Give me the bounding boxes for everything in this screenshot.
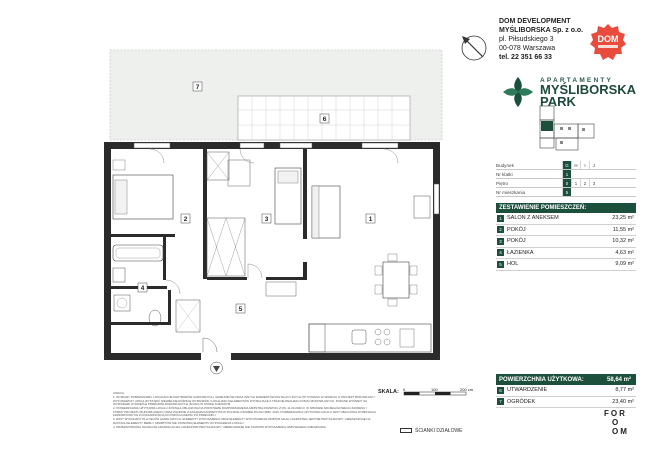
info-row-floor <box>496 179 636 188</box>
total-area-table <box>496 374 636 408</box>
footer-brand-line: FOR <box>604 409 627 418</box>
legal-note: 4. PRZEDSTAWIONA NA RZUCIE ARANŻACJA MA CHARAKTER PRZYKŁADOWY, UMEBLOWANIE NIE STANOWI WYPOSAŻENIA NABYWANEGO MIESZKANIA. <box>113 424 327 429</box>
info-row-building <box>496 161 636 170</box>
wardrobe-cross <box>207 152 229 180</box>
bathroom-wall-2 <box>168 290 171 325</box>
room-row <box>496 248 636 260</box>
room-area: 10,32 m² <box>612 238 634 245</box>
project-name-line-2: PARK <box>540 94 576 109</box>
nightstand-1 <box>113 160 125 170</box>
room-name: SALON Z ANEKSEM <box>507 215 559 222</box>
room-area: 9,09 m² <box>615 261 634 268</box>
rooms-heading: ZESTAWIENIE POMIESZCZEŃ: <box>496 203 636 213</box>
extra-name: UTWARDZENIE <box>507 387 548 394</box>
shower-hatch <box>176 300 200 332</box>
room-3-door-swing <box>248 264 262 278</box>
room-row <box>496 259 636 271</box>
hall-closet-cross <box>207 218 245 276</box>
bed-pillow-room-2 <box>115 180 127 214</box>
desk-room-3 <box>228 160 250 186</box>
room-area: 4,63 m² <box>615 249 634 256</box>
room-label-3: 3 <box>264 216 269 223</box>
bathtub <box>113 245 163 261</box>
room-name: POKÓJ <box>507 226 526 233</box>
leaf-icon <box>501 75 535 109</box>
compass-icon <box>462 36 486 60</box>
room-number: 4 <box>497 249 504 256</box>
extra-name: OGRÓDEK <box>507 398 536 405</box>
developer-address-2: 00-078 Warszawa <box>499 45 556 52</box>
footer-brand-line: O <box>612 418 621 427</box>
kitchen-counter <box>309 324 431 352</box>
room-number: 3 <box>497 238 504 245</box>
project-logo <box>497 73 637 113</box>
scale-label: SKALA: <box>378 389 399 395</box>
dining-table <box>383 262 409 298</box>
info-cell: H <box>571 161 580 169</box>
extra-area: 23,40 m² <box>612 398 634 405</box>
developer-company: MYŚLIBORSKA Sp. z o.o. <box>499 27 584 34</box>
wall-legend <box>400 428 463 434</box>
developer-logo-text: DOM <box>597 34 619 44</box>
legal-heading: UWAGA: <box>113 391 125 395</box>
info-label: Budynek <box>496 162 514 168</box>
extra-number: 6 <box>497 387 504 394</box>
room-row <box>496 236 636 248</box>
washing-machine <box>114 295 130 311</box>
total-heading <box>496 374 636 385</box>
project-name <box>540 84 636 108</box>
total-label: POWIERZCHNIA UŻYTKOWA: <box>499 376 584 383</box>
room-number: 5 <box>497 261 504 268</box>
info-cell: 3 <box>589 179 598 187</box>
room-label-7: 7 <box>195 84 200 91</box>
room-name: ŁAZIENKA <box>507 249 534 256</box>
info-row-staircase <box>496 170 636 179</box>
developer-logo <box>588 22 628 62</box>
scale-block <box>378 387 488 409</box>
room-area: 11,55 m² <box>612 226 634 233</box>
extra-area: 8,77 m² <box>615 387 634 394</box>
legal-note: 3. RZUT WYKONANY DLA CELÓW HANDLOWYCH. ELEMENTY WYPOSAŻENIA ORAZ ELEMENTY WYKOŃCZENIA WNĘTRZ MAJĄ CHARAKTER JEDYNIE PRZYKŁADOWY. UMIESZCZONE NA RZUTACH ELEMENTY MEBLI I SPRZĘTÓW NIE STANOWIĄ ELEMENTU WYPOSAŻENIA LOKALU. <box>113 417 371 425</box>
room-name: POKÓJ <box>507 238 526 245</box>
info-cell: G <box>562 161 571 169</box>
info-cell: 1 <box>562 170 571 178</box>
washing-machine-drum <box>117 298 127 308</box>
scale-tick: 100 <box>431 387 438 392</box>
info-cell: I <box>580 161 589 169</box>
hall-closet <box>207 218 245 276</box>
room-area: 23,25 m² <box>612 215 634 222</box>
info-cell: 1 <box>571 179 580 187</box>
room-label-1: 1 <box>368 216 373 223</box>
scale-tick: 200 cm <box>460 387 474 392</box>
door-swings <box>150 149 398 163</box>
info-label: Nr mieszkania <box>496 189 526 195</box>
total-area: 58,64 m² <box>606 376 631 383</box>
room-row <box>496 225 636 237</box>
room-name: HOL <box>507 261 519 268</box>
developer-phone: tel. 22 351 66 33 <box>499 54 552 61</box>
footer-brand <box>604 409 628 436</box>
developer-name: DOM DEVELOPMENT <box>499 18 571 25</box>
bed-pillow-room-3 <box>278 171 298 183</box>
info-label: Piętro <box>496 180 509 186</box>
project-tagline: APARTAMENTY <box>540 77 614 84</box>
hall-cabinet <box>266 282 296 296</box>
washbasin <box>113 268 125 282</box>
rooms-table <box>496 203 636 271</box>
extra-row <box>496 385 636 397</box>
armchair <box>414 196 430 218</box>
scale-tick: 0 <box>403 387 406 392</box>
info-cell: 2 <box>580 179 589 187</box>
info-cell: 5 <box>562 188 571 196</box>
footer-brand-line: OM <box>612 427 629 436</box>
info-cell: J <box>589 161 598 169</box>
room-number: 2 <box>497 226 504 233</box>
developer-address-1: pl. Piłsudskiego 3 <box>499 36 554 43</box>
legal-notes <box>113 392 377 430</box>
entrance-gap <box>201 352 231 361</box>
wall-legend-label: ŚCIANKI DZIAŁOWE <box>415 428 463 434</box>
entrance-door-swing <box>203 338 217 352</box>
legal-note: 1. WYMIARY POMIESZCZEŃ, LOKALIZACJE PRZYBORÓW SANITARNYCH, GRZEJNIKÓW ORAZ INNYCH ELEMENTÓW INSTALACYJNYCH ITP. PODANO W OPARCIU O PROJEKT BUDOWLANY I WYKONAWCZY. MOGĄ WYSTĄPIĆ NIEWIELKIE RÓŻNICE WYMIARÓW I LOKALIZACJI ELEMENTÓW WYNIKAJĄCE Z TRAKCIE REALIZACJI PRAC BUDOWLANYCH. PODANE WYMIARY SĄ WYMIARAMI W ŚWIETLE PRZEGRÓD BUDOWLANYCH (ŚCIAN) W STANIE SUROWYM. <box>113 395 376 406</box>
info-row-apartment <box>496 188 636 197</box>
room-label-4: 4 <box>140 285 145 292</box>
developer-info <box>499 17 583 62</box>
wall-swatch <box>400 428 412 433</box>
room-label-2: 2 <box>183 216 188 223</box>
extra-number: 7 <box>497 398 504 405</box>
room-row <box>496 213 636 225</box>
extra-row <box>496 397 636 409</box>
entrance-arrow <box>213 366 220 372</box>
info-label: Nr klatki <box>496 171 513 177</box>
bathroom-wall <box>111 322 171 325</box>
info-cell: 0 <box>562 179 571 187</box>
sofa-back <box>312 186 319 238</box>
project-name-line-1: MYŚLIBORSKA <box>540 82 637 97</box>
room-label-6: 6 <box>322 116 327 123</box>
room-label-5: 5 <box>238 306 243 313</box>
room-number: 1 <box>497 215 504 222</box>
legal-note: 2. POWIERZCHNIA UŻYTKOWA LOKALU ZOSTAŁA OBLICZONA NA PODSTAWIE ROZPORZĄDZENIA MINISTRA ROZWOJU Z DN. 11.09.2020 R. W SPRAWIE SZCZEGÓŁOWEGO ZAKRESU I FORMY PROJEKTU BUDOWLANEGO ORAZ ZGODNIE Z ZASADAMI ZAWARTYMI W POLSKIEJ NORMIE PN-ISO 9836. 2015. POWIERZCHNIA UŻYTKOWA LOKALU JEST OBLICZONA W METRACH KWADRATOWYCH Z DOKŁADNOŚCIĄ DO DWÓCH MIEJSC PO PRZECINKU. <box>113 406 376 417</box>
apartment-info-table <box>496 161 636 197</box>
